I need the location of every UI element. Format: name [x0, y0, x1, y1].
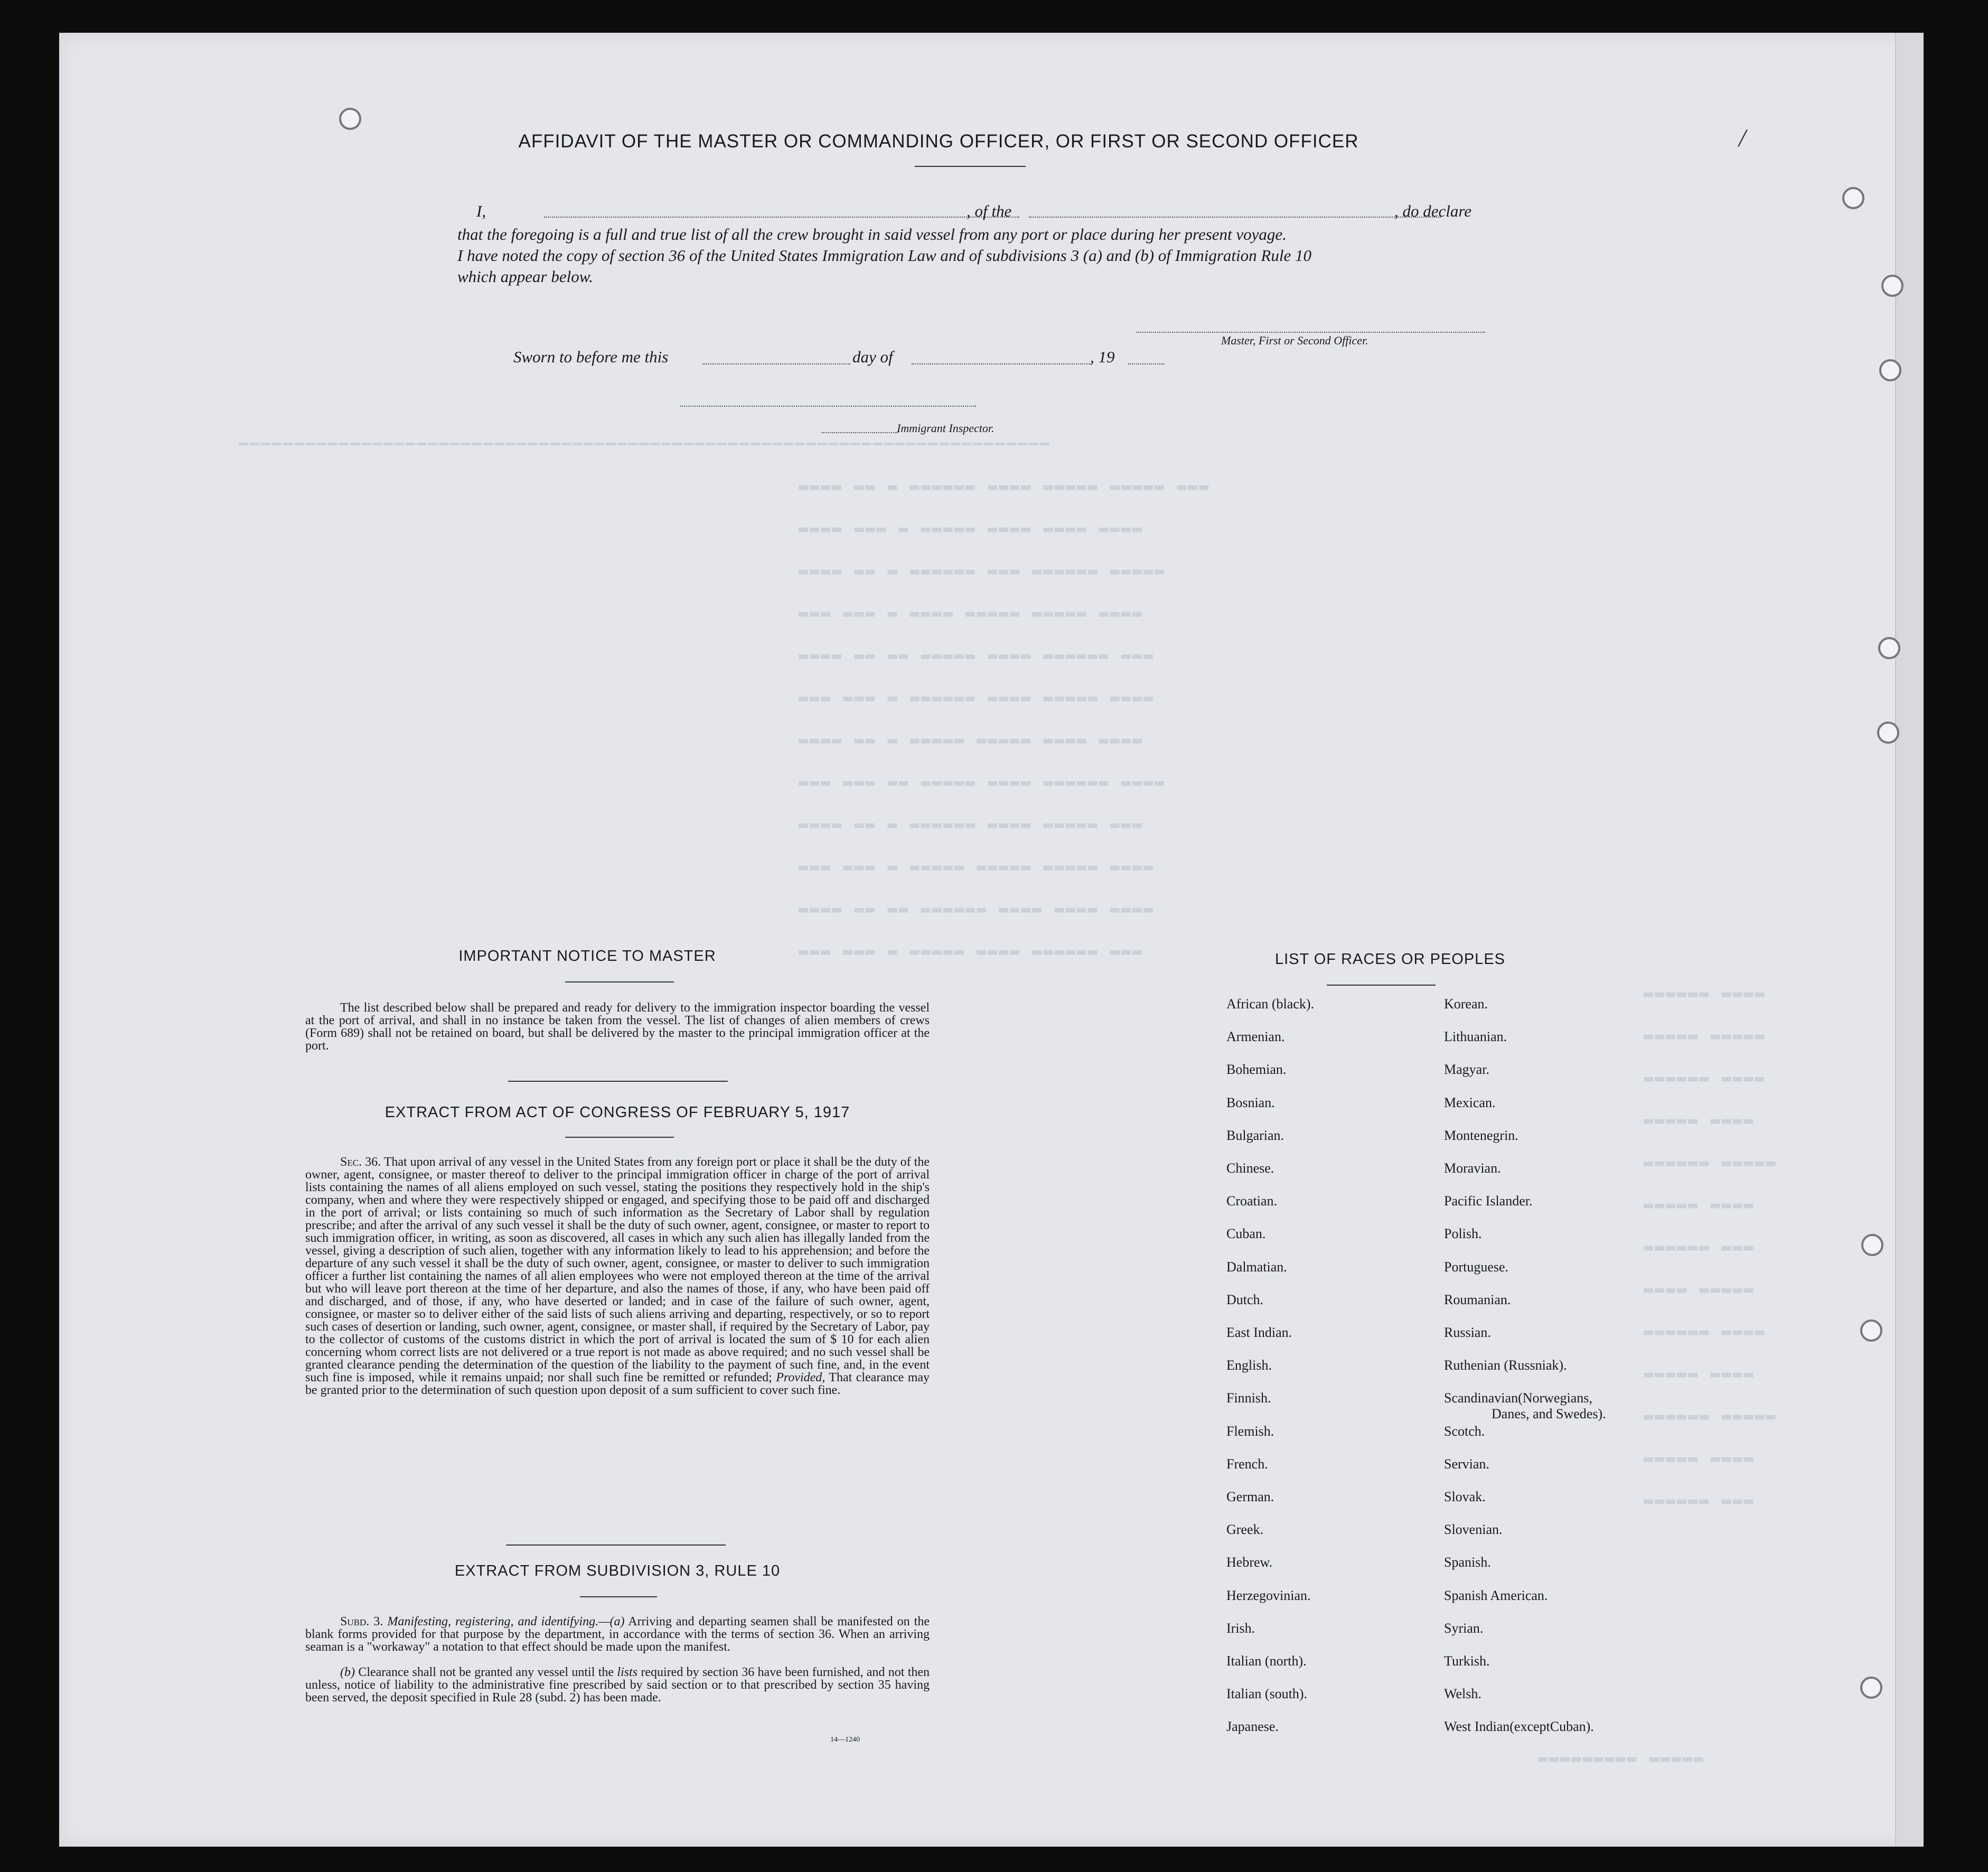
race-item: Cuban.	[1226, 1226, 1266, 1242]
affidavit-line: I have noted the copy of section 36 of the United States Immigration Law and of subdivisions 3 (a) and (b) of Immigration Rule 10	[457, 246, 1311, 265]
race-item: Italian (south).	[1226, 1686, 1308, 1702]
punch-hole-icon	[1860, 1319, 1882, 1342]
race-item: Servian.	[1444, 1456, 1489, 1472]
race-item: Flemish.	[1226, 1423, 1274, 1439]
punch-hole-icon	[1877, 722, 1899, 744]
race-item: Bulgarian.	[1226, 1127, 1284, 1143]
race-item: Greek.	[1226, 1522, 1264, 1538]
sworn-month-field[interactable]	[912, 363, 1091, 364]
race-item: Turkish.	[1444, 1653, 1490, 1669]
heading-divider	[1327, 985, 1436, 986]
race-item: Dalmatian.	[1226, 1259, 1287, 1275]
race-item: East Indian.	[1226, 1325, 1292, 1340]
race-item: Magyar.	[1444, 1062, 1489, 1078]
provided-label: Provided,	[776, 1371, 826, 1384]
race-item: Mexican.	[1444, 1094, 1496, 1110]
affidavit-body	[457, 224, 1540, 287]
heading-divider	[565, 981, 674, 982]
section-label: Sec. 36.	[340, 1155, 381, 1169]
rule-heading: EXTRACT FROM SUBDIVISION 3, RULE 10	[454, 1562, 781, 1579]
notice-text: The list described below shall be prepared and ready for delivery to the immigration inspector boarding the vessel at the port of arrival, and shall in no instance be taken from the vessel. The list of changes of alien members of crews (Form 689) shall not be retained on board, but shall be delivered by the master to the principal immigration officer at the port.	[305, 1001, 930, 1053]
race-item: Chinese.	[1226, 1160, 1274, 1176]
officer-signature-caption: Master, First or Second Officer.	[1221, 334, 1368, 347]
inspector-signature-field[interactable]	[680, 406, 976, 407]
vessel-name-field[interactable]	[1029, 217, 1441, 218]
title-divider	[915, 166, 1026, 167]
declarant-label: I,	[476, 202, 486, 220]
races-heading: LIST OF RACES OR PEOPLES	[1274, 951, 1506, 968]
punch-hole-icon	[339, 108, 361, 130]
act-text	[305, 1156, 930, 1397]
section-divider	[506, 1545, 726, 1546]
race-item: Armenian.	[1226, 1029, 1285, 1045]
form-number: 14—1240	[830, 1736, 860, 1744]
punch-hole-icon	[1842, 187, 1864, 209]
race-item: Dutch.	[1226, 1291, 1264, 1307]
sworn-year-field[interactable]	[1128, 363, 1164, 364]
race-item: Irish.	[1226, 1620, 1255, 1636]
b-label: (b)	[340, 1665, 355, 1679]
race-item: Spanish American.	[1444, 1587, 1548, 1603]
race-item: German.	[1226, 1489, 1274, 1504]
race-item: Bohemian.	[1226, 1062, 1287, 1078]
act-body-end: That clearance may be granted prior to the determination of such question upon deposit of a sum sufficient to cover such fine.	[305, 1371, 930, 1397]
rule-body-b2: required by section 36 have been furnished, and not then unless, notice of liability to the administrative fine prescribed by said section or to that prescribed by section 35 having been served, the deposit specified in Rule 28 (subd. 2) has been made.	[305, 1665, 930, 1705]
race-item: Hebrew.	[1226, 1555, 1273, 1570]
race-item: Japanese.	[1226, 1719, 1279, 1735]
race-item: English.	[1226, 1358, 1272, 1373]
sworn-year-label: , 19	[1090, 348, 1115, 366]
page-edge	[1895, 33, 1924, 1847]
punch-hole-icon	[1881, 275, 1903, 297]
race-item: Spanish.	[1444, 1555, 1491, 1570]
punch-hole-icon	[1879, 359, 1901, 381]
subdivision-label: Subd. 3.	[340, 1615, 383, 1628]
affidavit-line: that the foregoing is a full and true list of all the crew brought in said vessel from any port or place during her present voyage.	[457, 225, 1287, 244]
race-item: Ruthenian (Russniak).	[1444, 1358, 1567, 1373]
race-item: French.	[1226, 1456, 1268, 1472]
section-divider	[508, 1081, 728, 1082]
race-item: Polish.	[1444, 1226, 1482, 1242]
race-item: Italian (north).	[1226, 1653, 1307, 1669]
heading-divider	[565, 1137, 674, 1138]
punch-hole-icon	[1878, 637, 1900, 659]
race-item: Pacific Islander.	[1444, 1193, 1533, 1209]
race-item: Slovenian.	[1444, 1522, 1503, 1538]
document-page: ━━━━━━━━━━━━━━━━━━━━━━━━━━━━━━━━━━━━━━━━━━━━━━━━━━━━━━━━━━━━━━━━━━━━━━━━━ ▬▬▬▬ ▬▬ ▬ ▬▬▬▬▬▬ ▬▬▬▬ ▬▬▬▬▬ ▬▬▬▬▬ ▬▬▬ ▬▬▬▬ ▬▬▬ ▬ ▬▬▬▬▬ ▬▬▬▬ ▬▬▬▬ ▬▬▬▬ ▬▬▬▬ ▬▬ ▬ ▬▬▬▬▬▬ ▬▬▬ ▬▬▬▬▬▬ ▬▬▬▬▬ ▬▬▬ ▬▬▬ ▬ ▬▬▬▬ ▬▬▬▬▬ ▬▬▬▬▬ ▬▬▬▬ ▬▬▬▬ ▬▬ ▬▬ ▬▬▬▬▬ ▬▬▬▬ ▬▬▬▬▬▬ ▬▬▬ ▬▬▬ ▬▬▬ ▬ ▬▬▬▬▬▬ ▬▬▬▬ ▬▬▬▬▬ ▬▬▬▬ ▬▬▬▬ ▬▬ ▬ ▬▬▬▬▬ ▬▬▬▬▬ ▬▬▬▬ ▬▬▬▬ ▬▬▬ ▬▬▬ ▬▬ ▬▬▬▬▬ ▬▬▬▬ ▬▬▬▬▬▬ ▬▬▬▬ ▬▬▬▬ ▬▬ ▬ ▬▬▬▬▬▬ ▬▬▬▬ ▬▬▬▬▬ ▬▬▬ ▬▬▬ ▬▬▬ ▬ ▬▬▬▬▬ ▬▬▬▬▬ ▬▬▬▬▬ ▬▬▬▬ ▬▬▬▬ ▬▬ ▬▬ ▬▬▬▬▬▬ ▬▬▬▬ ▬▬▬▬ ▬▬▬▬ ▬▬▬ ▬▬▬ ▬ ▬▬▬▬▬ ▬▬▬▬ ▬▬▬▬▬▬ ▬▬▬ ▬▬▬▬▬▬ ▬▬▬▬ ▬▬▬▬▬ ▬▬▬▬▬ ▬▬▬▬▬▬ ▬▬▬▬ ▬▬▬▬▬ ▬▬▬▬ ▬▬▬▬▬▬ ▬▬▬▬▬ ▬▬▬▬▬ ▬▬▬▬ ▬▬▬▬▬▬ ▬▬▬ ▬▬▬▬ ▬▬▬▬▬ ▬▬▬▬▬▬ ▬▬▬▬ ▬▬▬▬▬ ▬▬▬▬ ▬▬▬▬▬▬ ▬▬▬▬▬ ▬▬▬▬▬ ▬▬▬▬ ▬▬▬▬▬▬ ▬▬▬ ▬▬▬▬▬▬▬▬▬ ▬▬▬▬▬ AFFIDAVIT OF THE MASTER OR COMMANDING OFFICER, OR FIRST OR SECOND OFFICER I, , of the , do declare that the foregoing is a full and true list of all the crew brought in said vessel from any port or place during her present voyage. I have noted the copy of section 36 of the United States Immigration Law and of subdivisions 3 (a) and (b) of Immigration Rule 10 which appear below. Master, First or Second Officer. Sworn to before me this day of , 19 Immigrant Inspector. IMPORTANT NOTICE TO MASTER The list described below shall be prepared and ready for delivery to the immigration inspector boarding the vessel at the port of arrival, and shall in no instance be taken from the vessel. The list of changes of alien members of crews (Form 689) shall not be retained on board, but shall be delivered by the master to the principal immigration officer at the port. EXTRACT FROM ACT OF CONGRESS OF FEBRUARY 5, 1917 Sec. 36. That upon arrival of any vessel in the United States from any foreign port or place it shall be the duty of the owner, agent, consignee, or master thereof to deliver to the principal immigration officer in charge of the port of arrival lists containing the names of all aliens employed on such vessel, stating the positions they respectively hold in the ship's company, when and where they were respectively shipped or engaged, and specifying those to be paid off and discharged in the port of arrival; or lists containing so much of such information as the Secretary of Labor shall by regulation prescribe; and after the arrival of any such vessel it shall be the duty of such owner, agent, consignee, or master to report to such immigration officer, in writing, as soon as discovered, all cases in which any such alien has illegally landed from the vessel, giving a description of such alien, together with any information likely to lead to his apprehension; and before the departure of any such vessel it shall be the duty of such owner, agent, consignee, or master to deliver to such immigration officer a further list containing the names of all alien employees who were not employed thereon at the time of the arrival but who will leave port thereon at the time of her departure, and also the names of those, if any, who have been paid off and discharged, and of those, if any, who have deserted or landed; and in case of the failure of such owner, agent, consignee, or master so to deliver either of the said lists of such aliens arriving and departing, respectively, or so to report such cases of desertion or landing, such owner, agent, consignee, or master shall, if required by the Secretary of Labor, pay to the collector of customs of the customs district in which the port of arrival is located the sum of $ 10 for each alien concerning whom correct lists are not delivered or a true report is not made as above required; and no such vessel shall be granted clearance pending the determination of the question of the liability to the payment of such fine, and, in the event such fine is imposed, while it remains unpaid; nor shall such fine be remitted or refunded; Provided, That clearance may be granted prior to the determination of such question upon deposit of a sum sufficient to cover such fine. EXTRACT FROM SUBDIVISION 3, RULE 10 Subd. 3. Manifesting, registering, and identifying.—(a) Arriving and departing seamen shall be manifested on the blank forms provided for that purpose by the department, in accordance with the terms of section 36. When an arriving seaman is a "workaway" a notation to that effect should be made upon the manifest. (b) Clearance shall not be granted any vessel until the lists required by section 36 have been furnished, and not then unless, notice of liability to the administrative fine prescribed by said section or to that prescribed by section 35 having been served, the deposit specified in Rule 28 (subd. 2) has been made. 14—1240 LIST OF RACES OR PEOPLES African (black). Armenian. Bohemian. Bosnian. Bulgarian. Chinese. Croatian. Cuban. Dalmatian. Dutch. East Indian. English. Finnish. Flemish. French. German. Greek. Hebrew. Herzegovinian. Irish. Italian (north). Italian (south). Japanese. Korean. Lithuanian. Magyar. Mexican. Montenegrin. Moravian. Pacific Islander. Polish. Portuguese. Roumanian. Russian. Ruthenian (Russniak). Scandinavian(Norwegians, Scotch. Servian. Slovak. Slovenian. Spanish. Spanish American. Syrian. Turkish. Welsh. West Indian(exceptCuban). Danes, and Swedes). /	[59, 33, 1924, 1847]
race-item: Lithuanian.	[1444, 1029, 1507, 1045]
heading-divider	[580, 1596, 657, 1597]
race-item: African (black).	[1226, 996, 1315, 1012]
rule-text-b	[305, 1666, 930, 1704]
race-item: Syrian.	[1444, 1620, 1484, 1636]
race-item: West Indian(exceptCuban).	[1444, 1719, 1594, 1735]
punch-hole-icon	[1860, 1677, 1882, 1699]
rule-body-b1: Clearance shall not be granted any vessel until the	[358, 1665, 614, 1679]
declare-text: , do declare	[1394, 202, 1472, 220]
inspector-signature-field[interactable]	[822, 432, 898, 433]
lists-word: lists	[617, 1665, 638, 1679]
rule-body-a: Arriving and departing seamen shall be manifested on the blank forms provided for that purpose by the department, in accordance with the terms of section 36. When an arriving seaman is a "workaway" a notation to that effect should be made upon the manifest.	[305, 1615, 930, 1654]
subdivision-title: Manifesting, registering, and identifying.—(a)	[387, 1615, 625, 1628]
race-item: Slovak.	[1444, 1489, 1486, 1504]
declarant-name-field[interactable]	[544, 217, 1019, 218]
sworn-day-label: day of	[852, 348, 893, 366]
race-item: Herzegovinian.	[1226, 1587, 1311, 1603]
race-item: Moravian.	[1444, 1160, 1501, 1176]
race-item: Finnish.	[1226, 1390, 1271, 1406]
affidavit-line: which appear below.	[457, 267, 593, 286]
race-item: Roumanian.	[1444, 1291, 1511, 1307]
sworn-day-field[interactable]	[702, 363, 850, 364]
race-item: Welsh.	[1444, 1686, 1481, 1702]
officer-signature-field[interactable]	[1137, 332, 1485, 333]
notice-heading: IMPORTANT NOTICE TO MASTER	[458, 948, 716, 965]
page-mark: /	[1739, 124, 1746, 152]
race-item: Portuguese.	[1444, 1259, 1509, 1275]
race-item: Montenegrin.	[1444, 1127, 1518, 1143]
rule-text-a	[305, 1615, 930, 1653]
race-item: Scandinavian(Norwegians,	[1444, 1390, 1592, 1406]
act-heading: EXTRACT FROM ACT OF CONGRESS OF FEBRUARY 5, 1917	[385, 1104, 850, 1121]
race-item: Croatian.	[1226, 1193, 1278, 1209]
race-item: Scotch.	[1444, 1423, 1485, 1439]
punch-hole-icon	[1861, 1234, 1883, 1256]
act-body: That upon arrival of any vessel in the United States from any foreign port or place it shall be the duty of the owner, agent, consignee, or master thereof to deliver to the principal immigration officer in charge of the port of arrival lists containing the names of all aliens employed on such vessel, stating the positions they respectively hold in the ship's company, when and where they were respectively shipped or engaged, and specifying those to be paid off and discharged in the port of arrival; or lists containing so much of such information as the Secretary of Labor shall by regulation prescribe; and after the arrival of any such vessel it shall be the duty of such owner, agent, consignee, or master to report to such immigration officer, in writing, as soon as discovered, all cases in which any such alien has illegally landed from the vessel, giving a description of such alien, together with any information likely to lead to his apprehension; and before the departure of any such vessel it shall be the duty of such owner, agent, consignee, or master to deliver to such immigration officer a further list containing the names of all alien employees who were not employed thereon at the time of the arrival but who will leave port thereon at the time of her departure, and also the names of those, if any, who have been paid off and discharged, and of those, if any, who have deserted or landed; and in case of the failure of such owner, agent, consignee, or master so to deliver either of the said lists of such aliens arriving and departing, respectively, or so to report such cases of desertion or landing, such owner, agent, consignee, or master shall, if required by the Secretary of Labor, pay to the collector of customs of the customs district in which the port of arrival is located the sum of $ 10 for each alien concerning whom correct lists are not delivered or a true report is not made as above required; and no such vessel shall be granted clearance pending the determination of the question of the liability to the payment of such fine, and, in the event such fine is imposed, while it remains unpaid; nor shall such fine be remitted or refunded;	[305, 1155, 930, 1384]
affidavit-title: AFFIDAVIT OF THE MASTER OR COMMANDING OFFICER, OR FIRST OR SECOND OFFICER	[518, 131, 1359, 152]
race-item-continuation: Danes, and Swedes).	[1492, 1406, 1606, 1421]
inspector-caption: Immigrant Inspector.	[897, 422, 995, 435]
vessel-label: , of the	[967, 202, 1012, 220]
race-item: Korean.	[1444, 996, 1488, 1012]
race-item: Russian.	[1444, 1325, 1491, 1340]
sworn-text: Sworn to before me this	[513, 348, 669, 366]
race-item: Bosnian.	[1226, 1094, 1275, 1110]
